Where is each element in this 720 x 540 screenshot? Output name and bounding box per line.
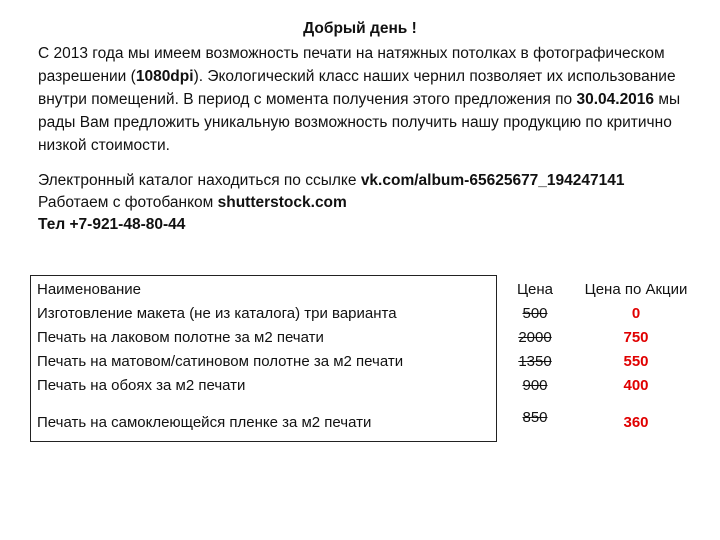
- row-5-name: Печать на самоклеющейся пленке за м2 печати: [37, 414, 372, 431]
- table-left-border: [30, 275, 31, 442]
- intro-paragraph: [38, 42, 688, 157]
- phone-line: [38, 214, 688, 236]
- row-2-price: 2000: [518, 329, 552, 346]
- offer-end-date: 30.04.2016: [576, 91, 655, 108]
- photobank-line: [38, 192, 688, 214]
- header-name: Наименование: [37, 281, 141, 298]
- contacts-block: [38, 170, 688, 236]
- row-5-price: 850: [522, 409, 548, 426]
- row-3-price: 1350: [518, 353, 552, 370]
- row-3-name: Печать на матовом/сатиновом полотне за м2 печати: [37, 353, 404, 370]
- row-1-price: 500: [522, 305, 548, 322]
- row-1-name: Изготовление макета (не из каталога) три варианта: [37, 305, 397, 322]
- row-1-promo: 0: [631, 305, 641, 322]
- photobank-name[interactable]: shutterstock.com: [217, 194, 347, 211]
- intro-text-2: ). Экологический класс наших чернил позволяет их использование внутри помещений. В период с момента получения этого предложения по: [38, 68, 676, 108]
- greeting-heading: Добрый день !: [303, 20, 417, 37]
- catalog-line: [38, 170, 688, 192]
- photobank-text: Работаем с фотобанком: [38, 194, 218, 211]
- row-2-name: Печать на лаковом полотне за м2 печати: [37, 329, 324, 346]
- row-4-name: Печать на обоях за м2 печати: [37, 377, 246, 394]
- phone-label: Тел: [38, 216, 70, 233]
- catalog-link[interactable]: vk.com/album-65625677_194247141: [360, 172, 625, 189]
- header-price: Цена: [516, 281, 554, 298]
- resolution-value: 1080dpi: [135, 68, 194, 85]
- row-2-promo: 750: [623, 329, 649, 346]
- intro-text-1: С 2013 года мы имеем возможность печати на натяжных потолках в фотографическом разрешении (: [38, 45, 665, 85]
- row-5-promo: 360: [623, 414, 649, 431]
- phone-number[interactable]: +7-921-48-80-44: [69, 216, 186, 233]
- header-promo: Цена по Акции: [584, 281, 688, 298]
- row-4-promo: 400: [623, 377, 649, 394]
- row-4-price: 900: [522, 377, 548, 394]
- table-bottom-border: [30, 441, 496, 442]
- catalog-text: Электронный каталог находиться по ссылке: [38, 172, 361, 189]
- row-3-promo: 550: [623, 353, 649, 370]
- table-divider-line: [496, 275, 497, 442]
- intro-text-3: мы рады Вам предложить уникальную возможность получить нашу продукцию по критично низкой стоимости.: [38, 91, 681, 154]
- price-table: [30, 275, 697, 442]
- table-top-border: [30, 275, 496, 276]
